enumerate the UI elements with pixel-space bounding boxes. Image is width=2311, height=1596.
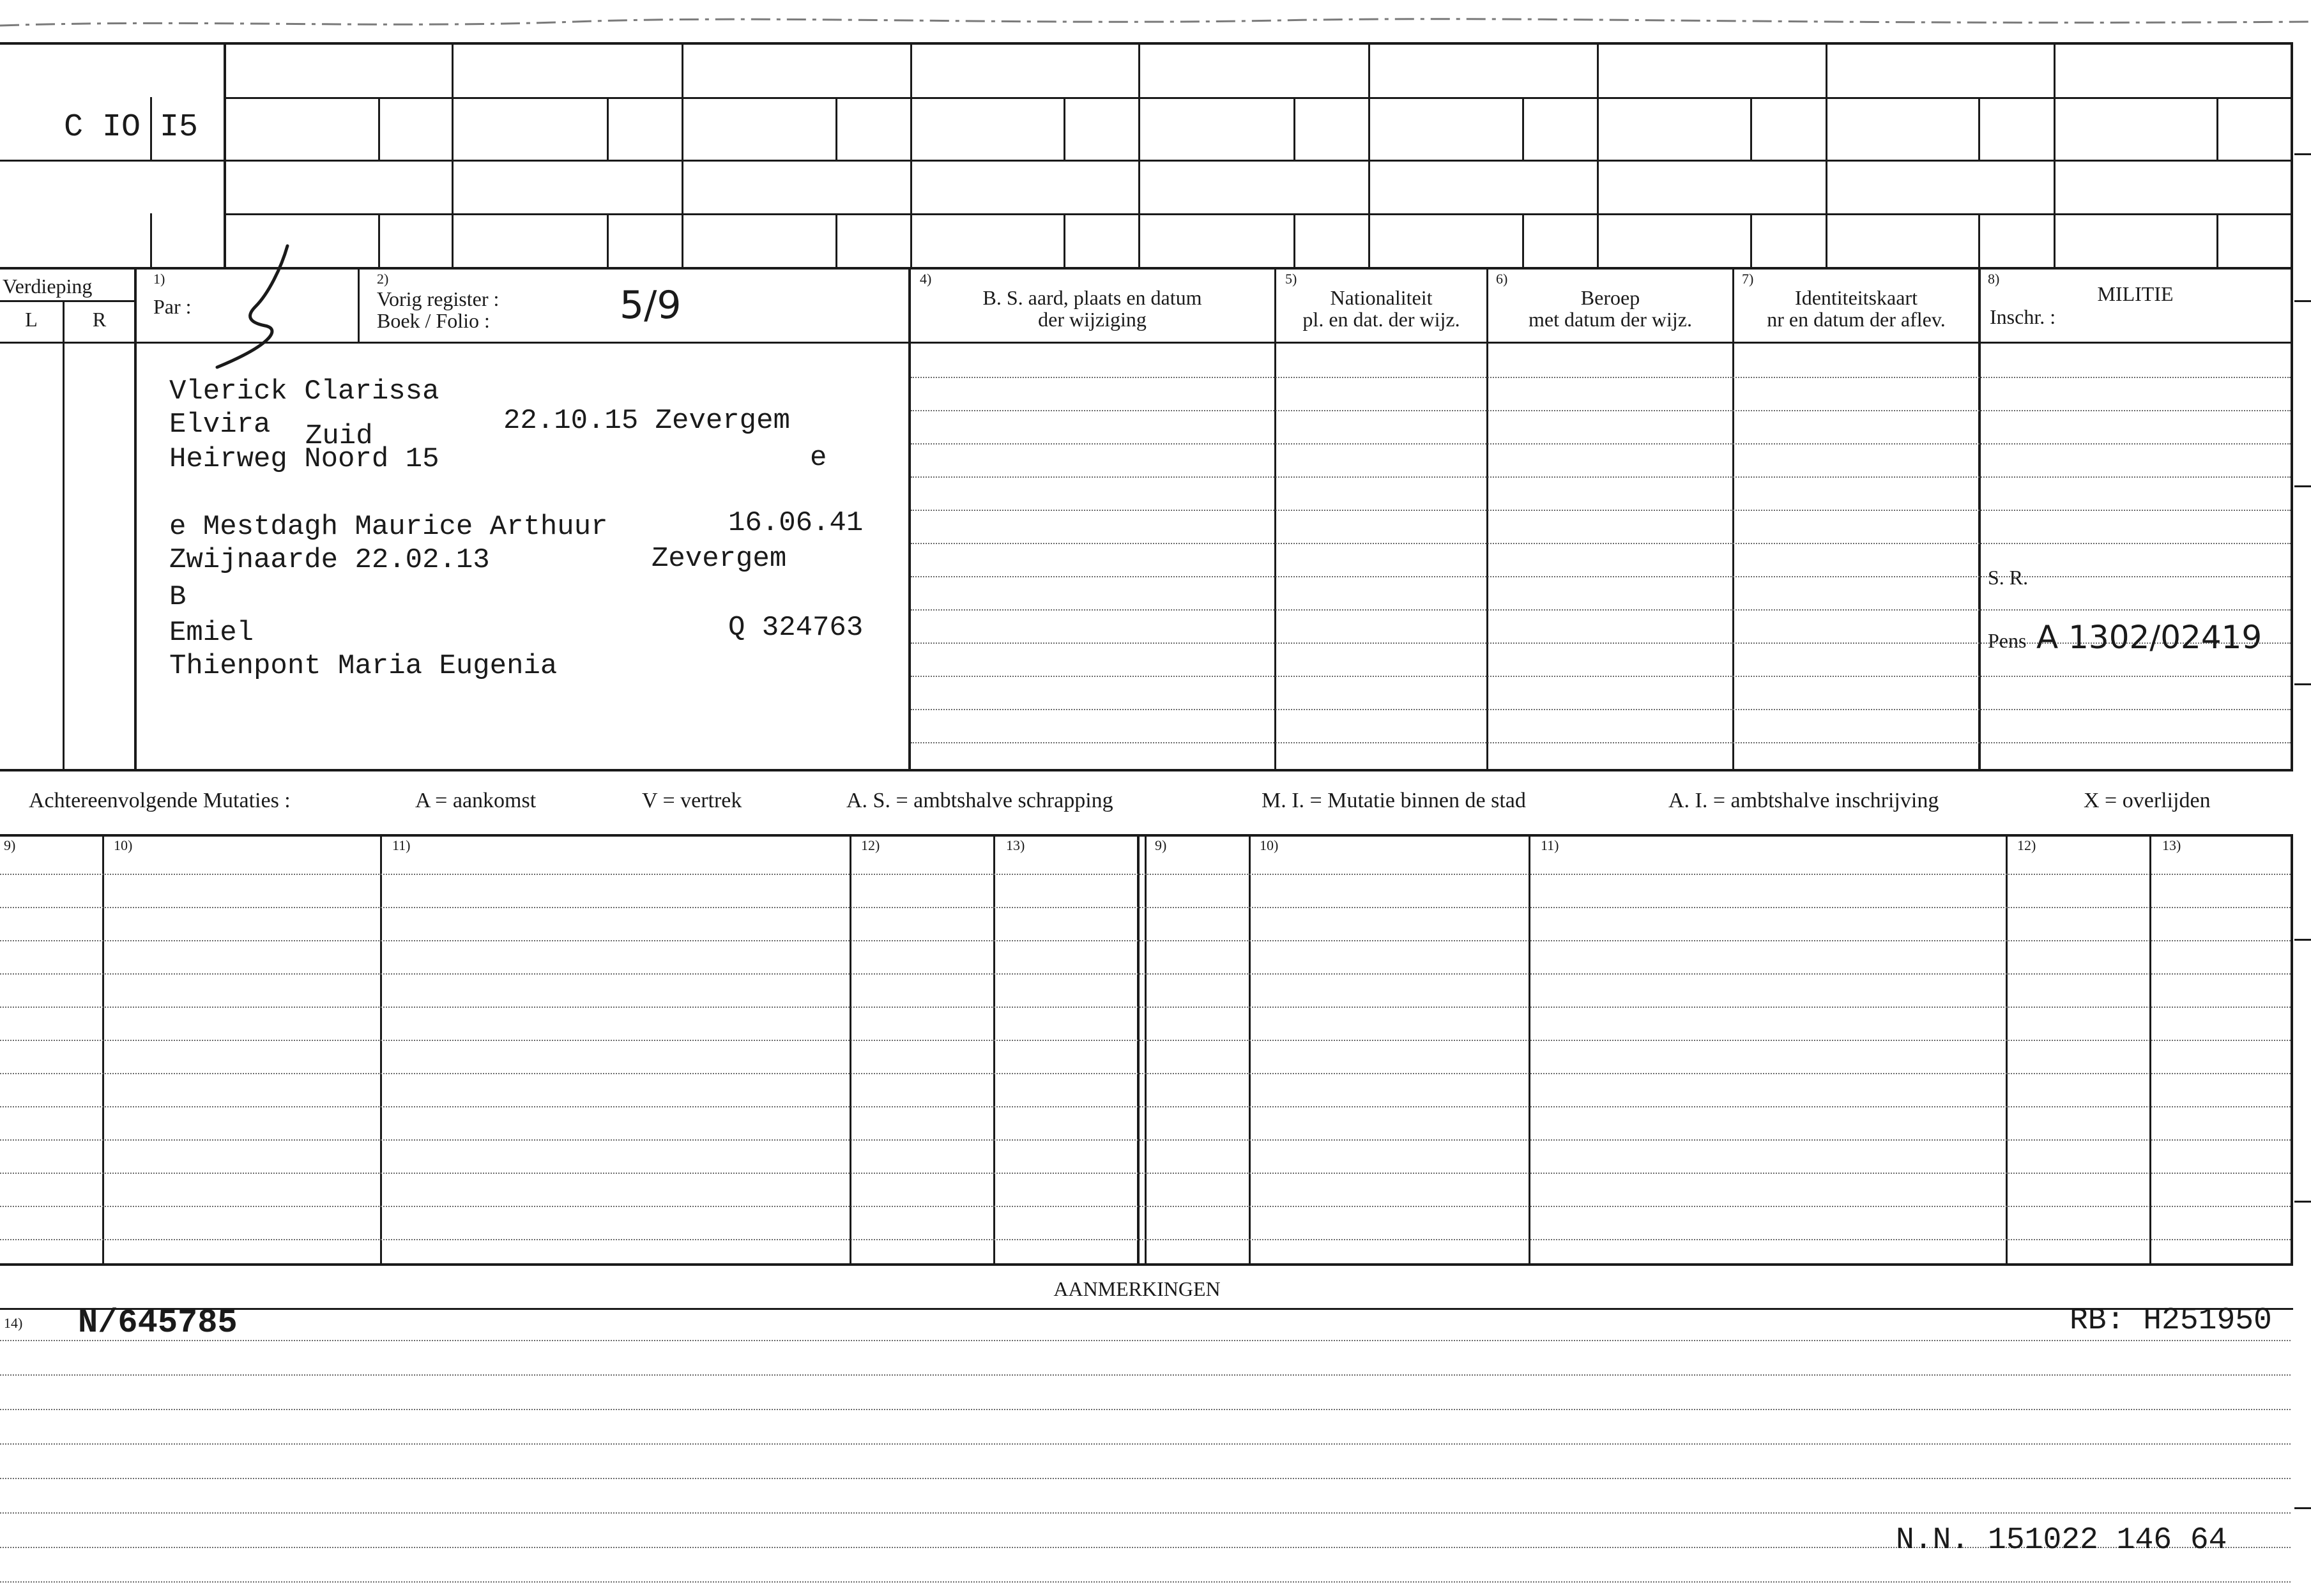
- mut-col-13b: 13): [2162, 837, 2181, 853]
- mut-col-11b: 11): [1541, 837, 1559, 853]
- code-right: I5: [160, 109, 199, 146]
- nn-number: N.N. 151022 146 64: [1896, 1523, 2227, 1558]
- person-address: Heirweg Noord 15: [169, 443, 439, 475]
- code-left: C IO: [64, 109, 141, 146]
- nationaliteit-header-line1: Nationaliteit: [1330, 286, 1433, 309]
- mut-col-11: 11): [392, 837, 411, 853]
- id-number: Q 324763: [728, 612, 864, 644]
- aanmerkingen-title: AANMERKINGEN: [1053, 1277, 1221, 1300]
- person-street-correction: Zuid: [305, 420, 373, 452]
- militie-header: MILITIE: [2097, 282, 2174, 305]
- id-header-line2: nr en datum der aflev.: [1767, 308, 1946, 331]
- par-label: Par :: [153, 295, 192, 318]
- scan-top-edge: [0, 6, 2311, 32]
- inschr-label: Inschr. :: [1990, 305, 2056, 328]
- l-label: L: [25, 308, 38, 331]
- n4-label: 4): [920, 271, 932, 287]
- mutatie-x: X = overlijden: [2084, 789, 2211, 812]
- spouse-name: e Mestdagh Maurice Arthuur: [169, 511, 608, 543]
- person-name: Vlerick Clarissa: [169, 376, 439, 407]
- spouse-birth: Zwijnaarde 22.02.13: [169, 544, 490, 576]
- par-signature: [211, 243, 300, 370]
- remark-number: N/645785: [78, 1304, 238, 1342]
- n6-label: 6): [1496, 271, 1508, 287]
- n7-label: 7): [1742, 271, 1754, 287]
- father-name: Emiel: [169, 617, 254, 649]
- sr-label: S. R.: [1988, 566, 2029, 589]
- mut-col-13: 13): [1006, 837, 1025, 853]
- mother-name: Thienpont Maria Eugenia: [169, 650, 558, 682]
- n8-label: 8): [1988, 271, 2000, 287]
- verdieping-label: Verdieping: [3, 275, 93, 298]
- mut-col-9b: 9): [1155, 837, 1167, 853]
- mutatie-ai: A. I. = ambtshalve inschrijving: [1668, 789, 1939, 812]
- mut-col-12b: 12): [2017, 837, 2036, 853]
- boek-folio-label: Boek / Folio :: [377, 309, 490, 332]
- mut-col-10: 10): [114, 837, 133, 853]
- mutatie-v: V = vertrek: [642, 789, 742, 812]
- mutatie-as: A. S. = ambtshalve schrapping: [846, 789, 1113, 812]
- mut-col-9: 9): [4, 837, 16, 853]
- mut-col-10b: 10): [1260, 837, 1279, 853]
- person-second-name: Elvira: [169, 409, 271, 441]
- mutaties-title: Achtereenvolgende Mutaties :: [29, 789, 291, 812]
- mutatie-a: A = aankomst: [415, 789, 537, 812]
- beroep-header-line1: Beroep: [1580, 286, 1640, 309]
- bs-header-line1: B. S. aard, plaats en datum: [982, 286, 1202, 309]
- pens-value: A 1302/02419: [2036, 619, 2262, 656]
- bs-header-line2: der wijziging: [1038, 308, 1147, 331]
- n2-label: 2): [377, 271, 389, 287]
- spouse-b: B: [169, 581, 187, 613]
- person-birth: 22.10.15 Zevergem: [503, 405, 790, 437]
- r-label: R: [92, 308, 107, 331]
- nationaliteit-header-line2: pl. en dat. der wijz.: [1302, 308, 1460, 331]
- boek-folio-value: 5/9: [620, 283, 682, 328]
- marriage-date: 16.06.41: [728, 507, 864, 539]
- mut-col-12: 12): [861, 837, 880, 853]
- spouse-city: Zevergem: [652, 543, 787, 575]
- person-address-e: e: [810, 442, 827, 474]
- n5-label: 5): [1285, 271, 1297, 287]
- vorig-register-label: Vorig register :: [377, 287, 500, 310]
- id-header-line1: Identiteitskaart: [1795, 286, 1918, 309]
- beroep-header-line2: met datum der wijz.: [1529, 308, 1692, 331]
- rb-number: RB: H251950: [2070, 1303, 2272, 1338]
- n1-label: 1): [153, 271, 165, 287]
- n14-label: 14): [4, 1315, 23, 1331]
- mutatie-mi: M. I. = Mutatie binnen de stad: [1262, 789, 1526, 812]
- pens-label: Pens: [1988, 629, 2027, 652]
